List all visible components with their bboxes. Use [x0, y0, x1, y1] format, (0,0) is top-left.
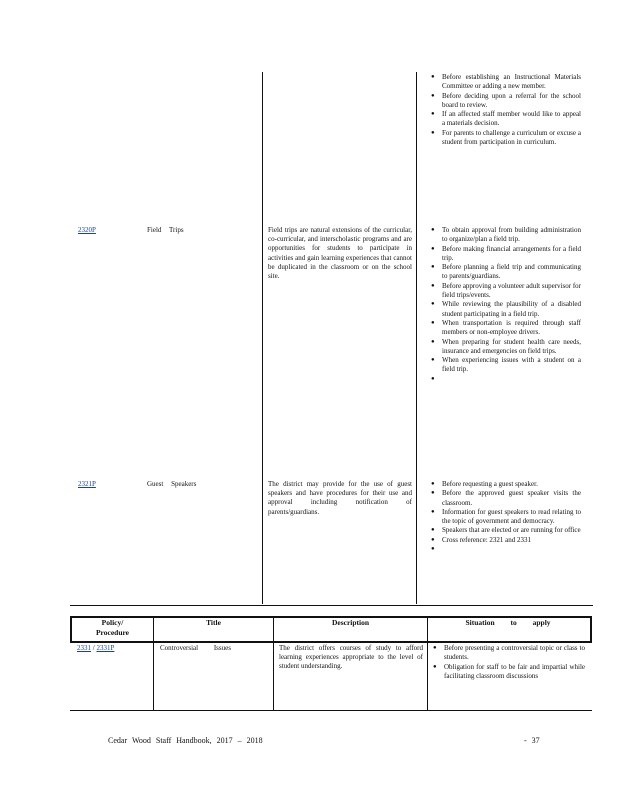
- page-number: 37: [531, 736, 540, 745]
- situation-list-field-trips: [431, 226, 581, 375]
- row-title-guest-speakers: Guest Speakers: [147, 480, 197, 488]
- list-item: ● Information for guest speakers to read relating to the topic of government and democracy.: [431, 508, 581, 527]
- list-item: ● When experiencing issues with a student on a field trip.: [431, 356, 581, 375]
- lower-col-border-1: [153, 616, 154, 711]
- header-description: Description: [331, 618, 370, 627]
- list-item: ● Cross reference: 2321 and 2331: [431, 536, 581, 545]
- policy-link-2331p[interactable]: 2331P: [96, 644, 115, 652]
- list-item: ● Before approving a volunteer adult supervisor for field trips/events.: [431, 282, 581, 301]
- header-situation: Situation to apply: [465, 618, 551, 627]
- upper-table-bottom-border: [70, 605, 593, 606]
- header-bottom-border: [70, 641, 592, 643]
- situation-list-guest-speakers: [431, 480, 581, 545]
- list-item: ● Before deciding upon a referral for the school board to review.: [431, 92, 581, 111]
- situation-list-continued: [431, 73, 581, 147]
- list-item: ● If an affected staff member would like to appeal a materials decision.: [431, 110, 581, 129]
- lower-col-border-4: [590, 616, 592, 643]
- row-title-field-trips: Field Trips: [147, 226, 184, 234]
- list-item: ● For parents to challenge a curriculum or excuse a student from participation in curriculum.: [431, 129, 581, 148]
- list-item: ● Before making financial arrangements for a field trip.: [431, 245, 581, 264]
- list-item: ● When transportation is required through staff members or non-employee drivers.: [431, 319, 581, 338]
- list-item: ● Before requesting a guest speaker.: [431, 480, 581, 489]
- header-policy-line2: Procedure: [95, 628, 130, 637]
- policy-link-2320p[interactable]: 2320P: [78, 226, 96, 234]
- situation-list-controversial-issues: [433, 644, 585, 681]
- lower-table-bottom-border: [70, 710, 592, 711]
- header-policy-procedure: [72, 618, 153, 638]
- policy-link-2321p[interactable]: 2321P: [78, 480, 96, 488]
- lower-col-border-2: [273, 616, 274, 711]
- list-item: ● Speakers that are elected or are running for office: [431, 526, 581, 535]
- list-item: ● Obligation for staff to be fair and impartial while facilitating classroom discussions: [433, 663, 585, 682]
- lower-table: [70, 616, 592, 711]
- list-item: ● Before establishing an Instructional Materials Committee or adding a new member.: [431, 73, 581, 92]
- list-item: ● Before planning a field trip and communicating to parents/guardians.: [431, 263, 581, 282]
- row-title-controversial-issues: Controversial Issues: [160, 644, 231, 652]
- header-title: Title: [206, 618, 221, 627]
- policy-link-2331[interactable]: 2331: [77, 644, 91, 652]
- list-item: ● Before the approved guest speaker visits the classroom.: [431, 489, 581, 508]
- list-item: ● To obtain approval from building administration to organize/plan a field trip.: [431, 226, 581, 245]
- policy-separator: /: [92, 644, 97, 652]
- lower-policy-cell: [77, 644, 114, 653]
- footer-dash: -: [524, 736, 527, 745]
- lower-col-border-3: [427, 616, 428, 711]
- upper-column-divider-left: [262, 72, 263, 604]
- list-item: ● Before presenting a controversial topic or class to students.: [433, 644, 585, 663]
- list-item: ● While reviewing the plausibility of a disabled student participating in a field trip.: [431, 300, 581, 319]
- row-description-guest-speakers: The district may provide for the use of guest speakers and have procedures for their use and approval including notification of parents/guardians.: [268, 480, 412, 516]
- row-description-field-trips: Field trips are natural extensions of the curricular, co-curricular, and interscholastic programs and are opportunities for students to participate in activities and gain learning experiences that cannot be duplicated in the classroom or on the school site.: [268, 226, 412, 281]
- row-description-controversial-issues: The district offers courses of study to afford learning experiences appropriate to the level of student understanding.: [279, 644, 423, 671]
- footer-page-number: [524, 736, 540, 745]
- footer-handbook-title: Cedar Wood Staff Handbook, 2017 – 2018: [108, 736, 263, 745]
- header-policy-line1: Policy/: [101, 618, 124, 627]
- list-item: ● When preparing for student health care needs, insurance and emergencies on field trips.: [431, 338, 581, 357]
- upper-column-divider-right: [416, 72, 417, 604]
